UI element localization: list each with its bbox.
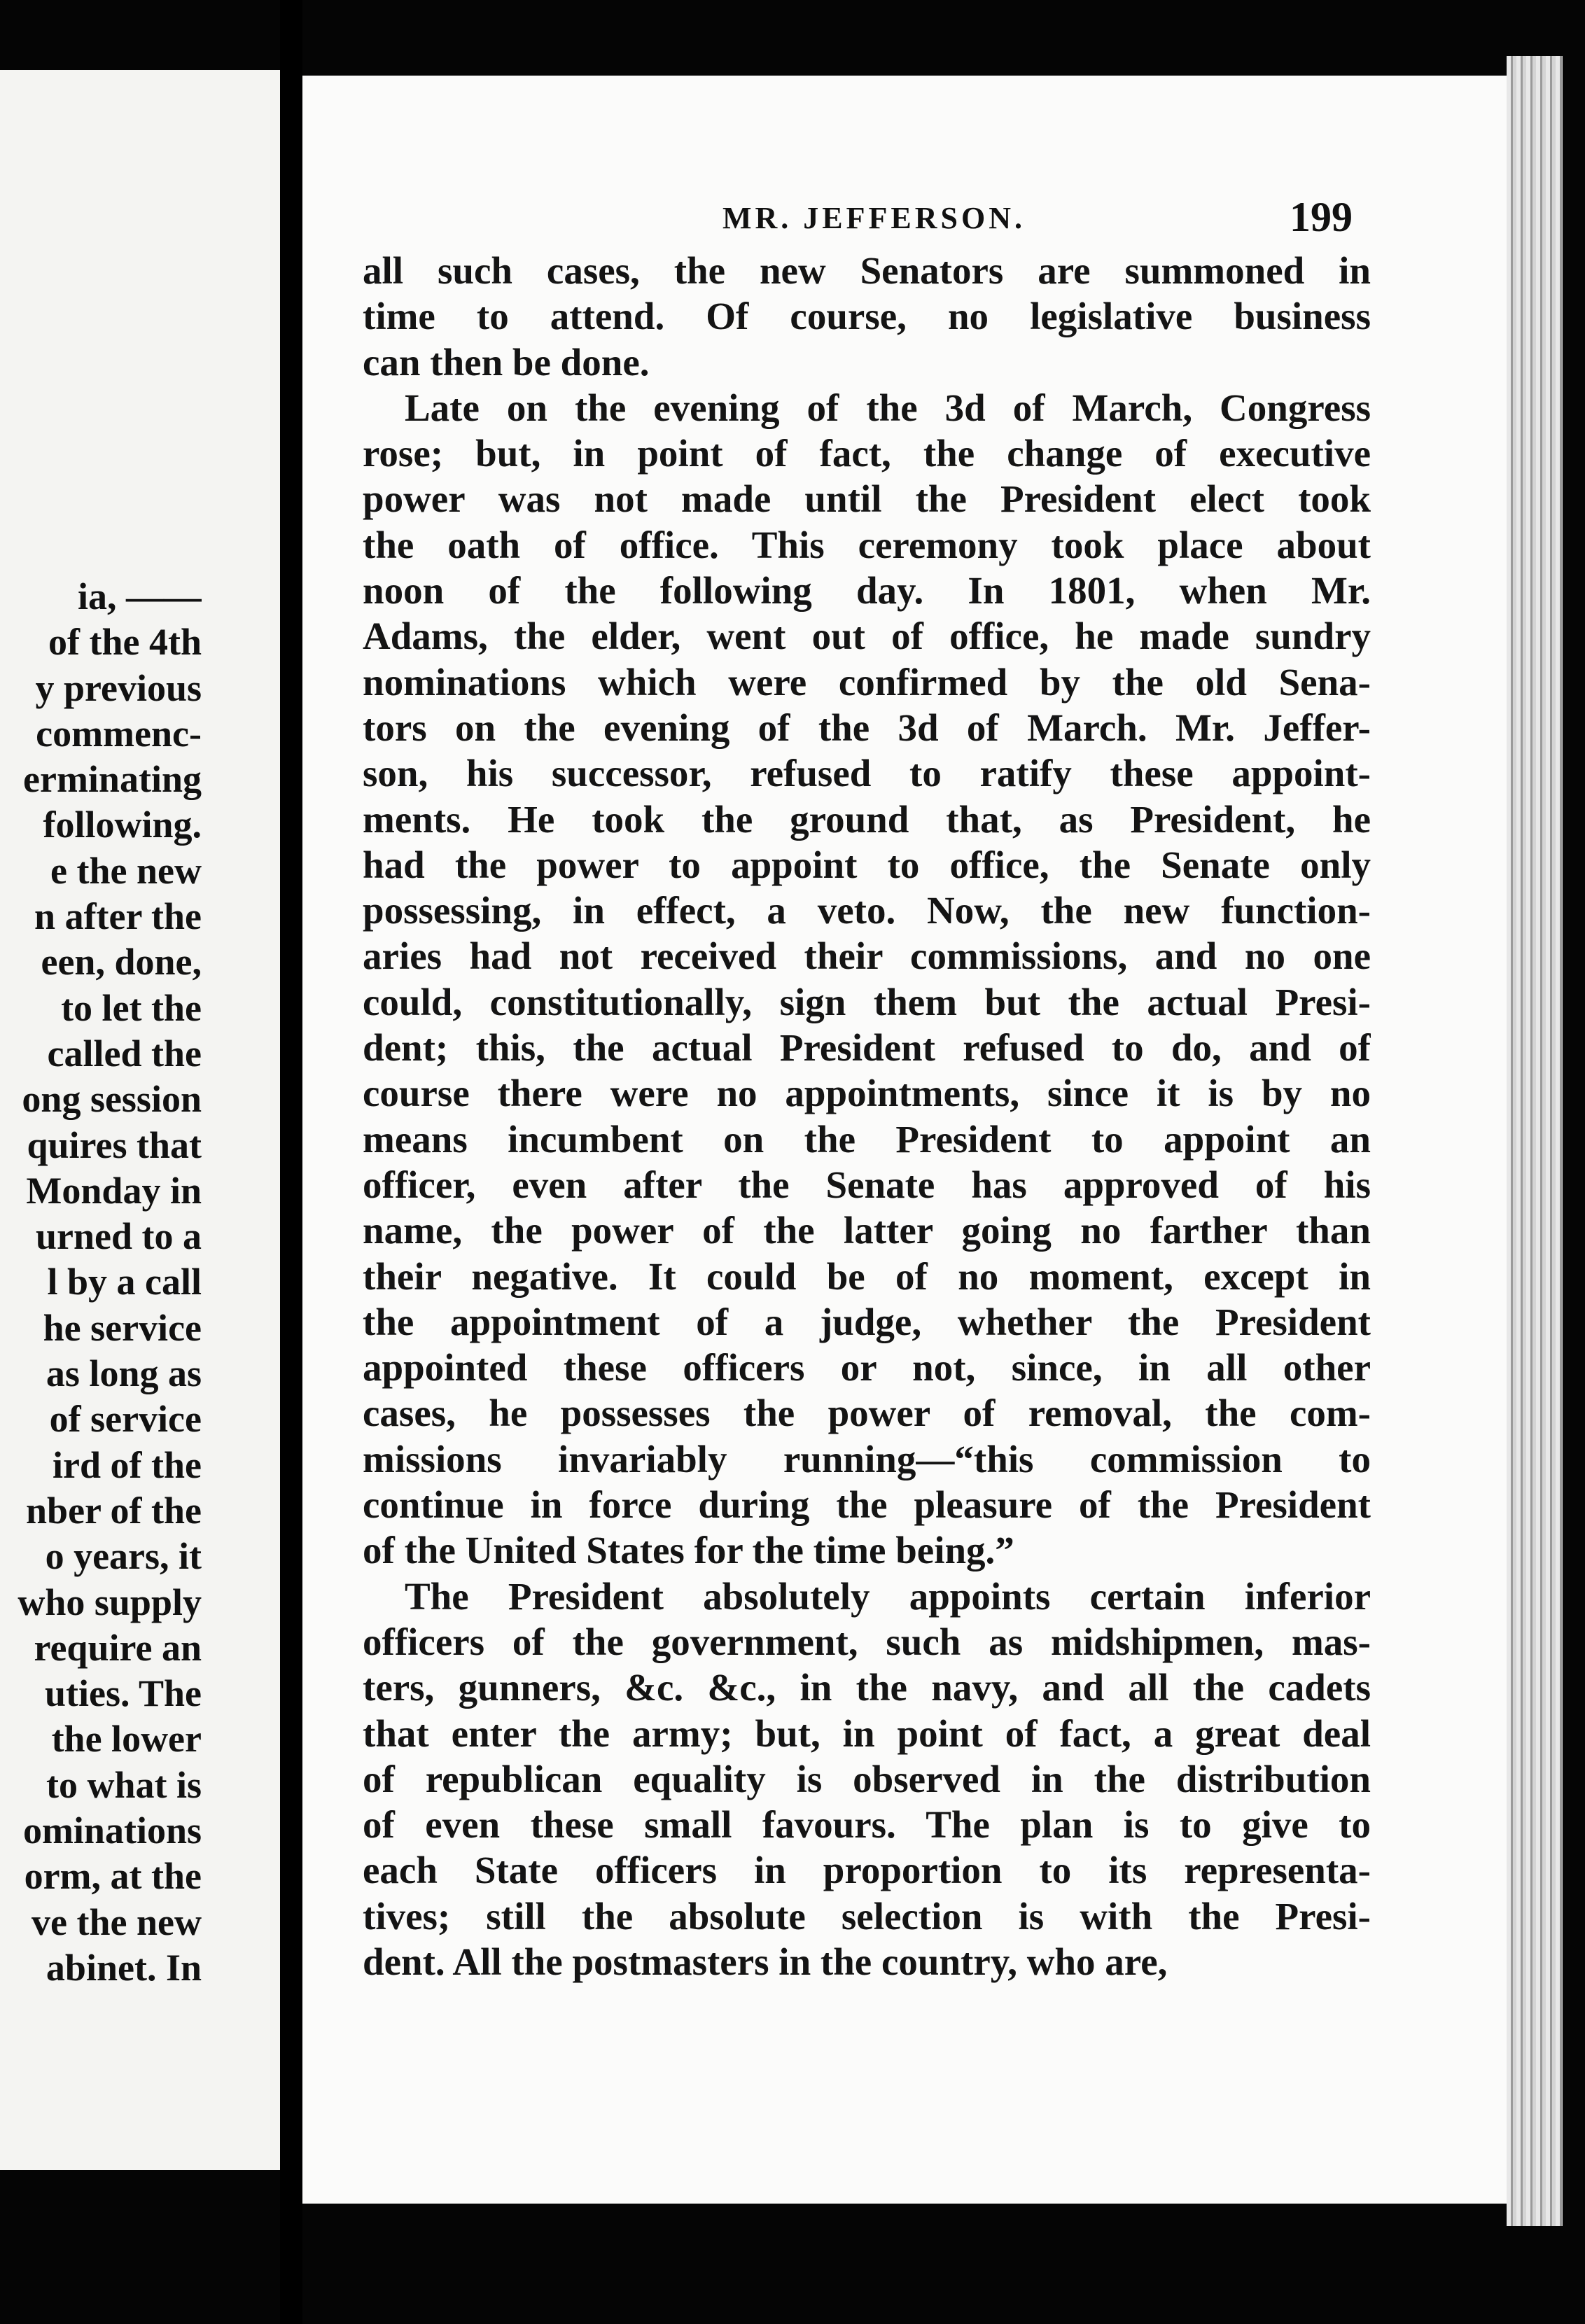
text-line: possessing, in effect, a veto. Now, the new function- xyxy=(363,889,1371,932)
facing-page-line: he service xyxy=(43,1306,202,1349)
facing-page-line: orm, at the xyxy=(24,1855,202,1898)
facing-page-line: n after the xyxy=(34,895,202,938)
page-body-text xyxy=(363,248,1371,1984)
text-line: can then be done. xyxy=(363,340,650,384)
text-line: of republican equality is observed in the distribution xyxy=(363,1757,1371,1800)
text-line: all such cases, the new Senators are summoned in xyxy=(363,249,1371,292)
facing-page-line: ominations xyxy=(22,1809,202,1852)
text-line: son, his successor, refused to ratify these appoint- xyxy=(363,752,1371,795)
text-line: the appointment of a judge, whether the President xyxy=(363,1300,1371,1343)
facing-page-left xyxy=(0,70,280,2170)
text-line: continue in force during the pleasure of the President xyxy=(363,1483,1371,1527)
facing-page-line: to what is xyxy=(46,1763,202,1806)
text-line: that enter the army; but, in point of fact, a great deal xyxy=(363,1712,1371,1755)
facing-page-line: of service xyxy=(49,1398,202,1441)
text-line: of even these small favours. The plan is to give to xyxy=(363,1803,1371,1847)
text-line: the oath of office. This ceremony took place about xyxy=(363,523,1371,566)
facing-page-text-fragments xyxy=(0,574,202,1991)
text-line: means incumbent on the President to appoint an xyxy=(363,1117,1371,1161)
facing-page-line: called the xyxy=(47,1032,202,1074)
text-line: tives; still the absolute selection is with the Presi- xyxy=(363,1894,1371,1938)
text-line: Late on the evening of the 3d of March, Congress xyxy=(405,386,1371,429)
facing-page-line: quires that xyxy=(27,1124,202,1166)
text-line: dent. All the postmasters in the country, who are, xyxy=(363,1940,1168,1983)
facing-page-line: y previous xyxy=(35,666,202,709)
paragraph xyxy=(363,1574,1371,1985)
facing-page-line: who supply xyxy=(18,1581,202,1623)
facing-page-line: urned to a xyxy=(35,1215,202,1258)
text-line: ments. He took the ground that, as President, he xyxy=(363,797,1371,841)
facing-page-line: erminating xyxy=(23,758,202,801)
text-line: aries had not received their commissions, and no one xyxy=(363,934,1371,978)
facing-page-line: ia, —— xyxy=(77,575,202,617)
text-line: appointed these officers or not, since, in all other xyxy=(363,1346,1371,1390)
facing-page-line: l by a call xyxy=(47,1261,202,1303)
facing-page-line: ird of the xyxy=(53,1443,202,1486)
text-line: power was not made until the President elect took xyxy=(363,477,1371,521)
facing-page-line: e the new xyxy=(50,849,202,892)
text-line: officer, even after the Senate has approved of his xyxy=(363,1163,1371,1206)
text-line: time to attend. Of course, no legislative business xyxy=(363,295,1371,338)
facing-page-line: o years, it xyxy=(45,1535,202,1578)
paragraph xyxy=(363,385,1371,1574)
facing-page-line: commenc- xyxy=(36,712,202,755)
text-line: nominations which were confirmed by the old Sena- xyxy=(363,660,1371,704)
running-head: MR. JEFFERSON. xyxy=(722,201,1026,235)
page-edges xyxy=(1507,56,1563,2226)
facing-page-line: abinet. In xyxy=(46,1946,202,1989)
facing-page-line: the lower xyxy=(51,1718,202,1760)
text-line: name, the power of the latter going no farther than xyxy=(363,1209,1371,1252)
page-number: 199 xyxy=(1290,194,1353,240)
facing-page-line: Monday in xyxy=(26,1169,202,1212)
text-line: could, constitutionally, sign them but the actual Presi- xyxy=(363,980,1371,1023)
text-line: had the power to appoint to office, the Senate only xyxy=(363,843,1371,886)
facing-page-line: require an xyxy=(34,1626,202,1669)
book-gutter xyxy=(280,0,302,2324)
text-line: each State officers in proportion to its representa- xyxy=(363,1849,1371,1892)
text-line: of the United States for the time being.” xyxy=(363,1529,1014,1572)
facing-page-line: uties. The xyxy=(44,1672,202,1715)
text-line: officers of the government, such as midshipmen, mas- xyxy=(363,1620,1371,1663)
facing-page-line: of the 4th xyxy=(48,621,202,664)
text-line: missions invariably running—“this commission to xyxy=(363,1437,1371,1480)
facing-page-line: as long as xyxy=(46,1352,202,1395)
text-line: their negative. It could be of no moment, except in xyxy=(363,1254,1371,1298)
text-line: The President absolutely appoints certain inferior xyxy=(405,1574,1371,1618)
text-line: cases, he possesses the power of removal, the com- xyxy=(363,1392,1371,1435)
text-line: noon of the following day. In 1801, when Mr. xyxy=(363,569,1371,612)
text-line: rose; but, in point of fact, the change of executive xyxy=(363,432,1371,475)
paragraph xyxy=(363,248,1371,385)
text-line: dent; this, the actual President refused to do, and of xyxy=(363,1026,1371,1070)
text-line: Adams, the elder, went out of office, he made sundry xyxy=(363,615,1371,658)
facing-page-line: ong session xyxy=(22,1078,202,1121)
book-page xyxy=(302,76,1507,2204)
facing-page-line: een, done, xyxy=(41,941,202,983)
text-line: ters, gunners, &c. &c., in the navy, and all the cadets xyxy=(363,1666,1371,1709)
text-line: tors on the evening of the 3d of March. Mr. Jeffer- xyxy=(363,706,1371,749)
facing-page-line: nber of the xyxy=(26,1489,202,1532)
facing-page-line: to let the xyxy=(61,986,202,1029)
facing-page-line: following. xyxy=(43,804,202,846)
text-line: course there were no appointments, since it is by no xyxy=(363,1072,1371,1115)
facing-page-line: ve the new xyxy=(32,1900,202,1943)
